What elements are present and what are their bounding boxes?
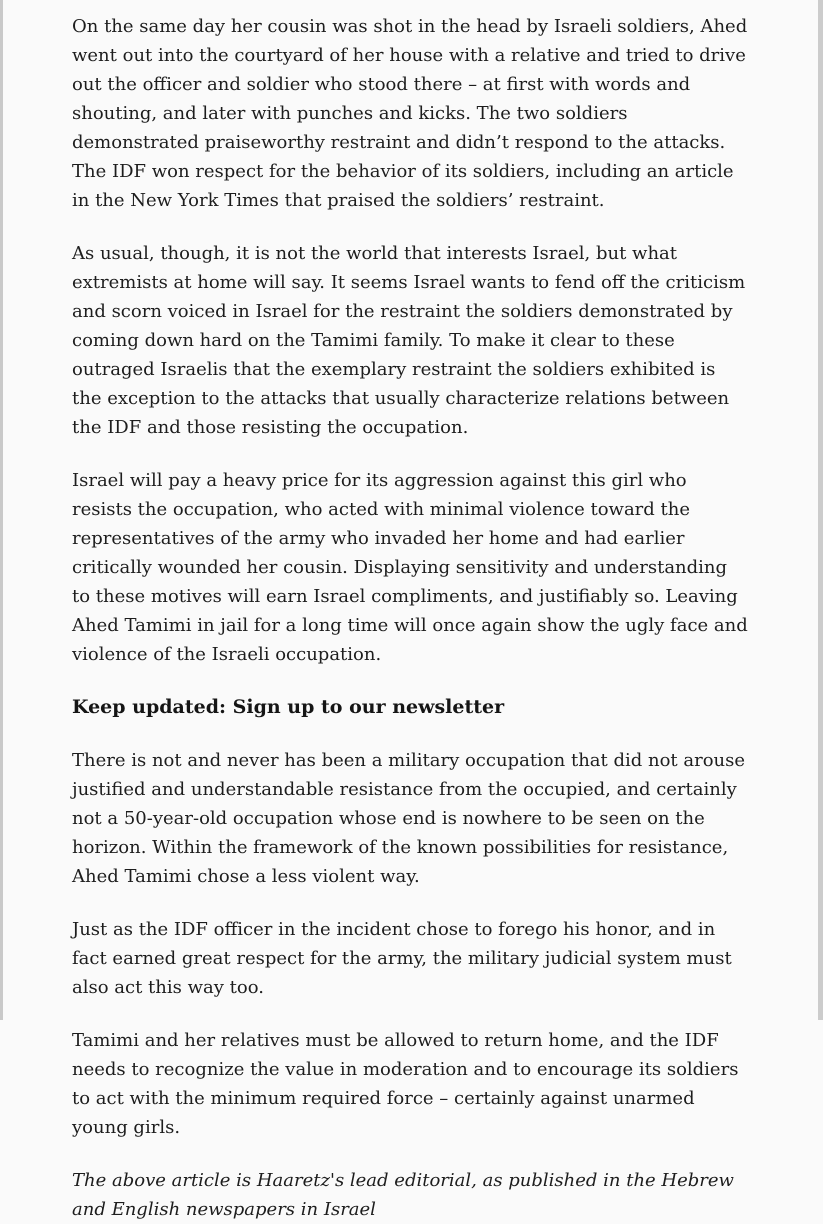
newsletter-signup-heading[interactable]: Keep updated: Sign up to our newsletter <box>72 696 505 718</box>
paragraph-heavy-price: Israel will pay a heavy price for its aggression against this girl who resists the occupation, who acted with minimal violence toward the representatives of the army who invaded her home and had earlier critically wounded her cousin. Displaying sensitivity and understanding to these motives will earn Israel compliments, and justifiably so. Leaving Ahed Tamimi in jail for a long time will once again show the ugly face and violence of the Israeli occupation. <box>72 470 748 665</box>
page-edge-left <box>0 0 3 1020</box>
paragraph-idf-officer: Just as the IDF officer in the incident chose to forego his honor, and in fact earned great respect for the army, the military judicial system must also act this way too. <box>72 919 732 998</box>
paragraph-military-occupation: There is not and never has been a military occupation that did not arouse justified and understandable resistance from the occupied, and certainly not a 50-year-old occupation whose end is nowhere to be seen on the horizon. Within the framework of the known possibilities for resistance, Ahed Tamimi chose a less violent way. <box>72 750 746 887</box>
editorial-attribution: The above article is Haaretz's lead editorial, as published in the Hebrew and English newspapers in Israel <box>72 1170 734 1220</box>
paragraph-return-home: Tamimi and her relatives must be allowed to return home, and the IDF needs to recognize the value in moderation and to encourage its soldiers to act with the minimum required force – certainly against unarmed young girls. <box>72 1030 739 1138</box>
paragraph-courtyard-incident: On the same day her cousin was shot in the head by Israeli soldiers, Ahed went out into the courtyard of her house with a relative and tried to drive out the officer and soldier who stood there – at first with words and shouting, and later with punches and kicks. The two soldiers demonstrated praiseworthy restraint and didn’t respond to the attacks. The IDF won respect for the behavior of its soldiers, including an article in the New York Times that praised the soldiers’ restraint. <box>72 16 748 211</box>
paragraph-extremists-at-home: As usual, though, it is not the world that interests Israel, but what extremists at home will say. It seems Israel wants to fend off the criticism and scorn voiced in Israel for the restraint the soldiers demonstrated by coming down hard on the Tamimi family. To make it clear to these outraged Israelis that the exemplary restraint the soldiers exhibited is the exception to the attacks that usually characterize relations between the IDF and those resisting the occupation. <box>72 243 746 438</box>
article-body <box>72 0 748 1224</box>
page-edge-right <box>818 0 823 1020</box>
